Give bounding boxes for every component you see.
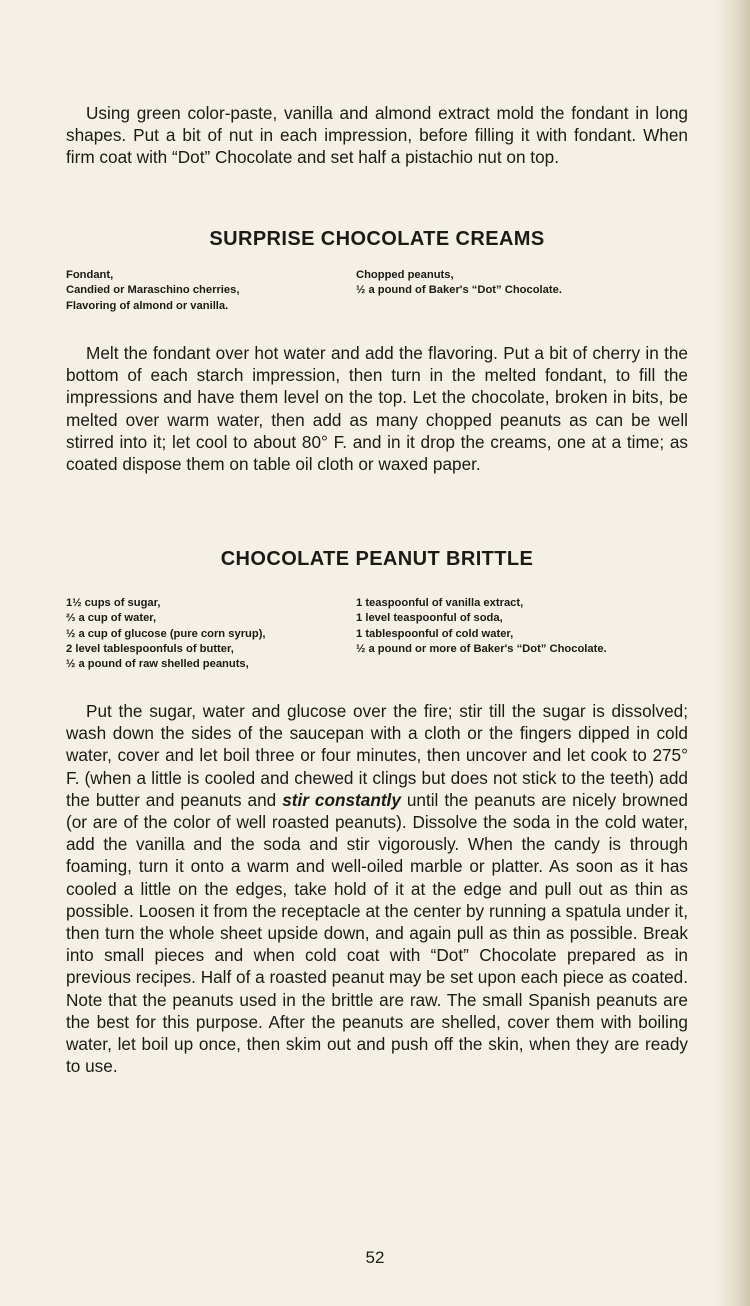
recipe2-method-part2: until the peanuts are nicely browned (or are of the color of well roasted peanuts). Dissolve the soda in the cold water, add the vanilla and the soda and stir vigorously. When the candy is through foaming, turn it onto a warm and well-oiled marble or platter. As soon as it has cooled a little on the edges, take hold of it at the edge and pull out as thin as possible. Loosen it from the receptacle at the center by running a spatula under it, then turn the whole sheet upside down, and again pull as thin as possible. Break into small pieces and when cold coat with “Dot” Chocolate prepared as in previous recipes. Half of a roasted peanut may be set upon each piece as coated. Note that the peanuts used in the brittle are raw. The small Spanish peanuts are the best for this purpose. After the peanuts are shelled, cover them with boiling water, let boil up once, then skim out and push off the skin, when they are ready to use. bbox=[66, 789, 688, 1077]
ingredient-item: ⅔ a cup of water, bbox=[66, 612, 157, 625]
ingredient-item: 1 tablespoonful of cold water, bbox=[356, 627, 514, 640]
ingredient-item: 1½ cups of sugar, bbox=[66, 597, 161, 609]
recipe1-title-wrap bbox=[66, 228, 688, 251]
ingredient-item: 1 level teaspoonful of soda, bbox=[356, 612, 503, 625]
recipe2-ingredients-left bbox=[66, 596, 356, 672]
recipe1-method-section bbox=[66, 342, 688, 475]
ingredient-item: Flavoring of almond or vanilla. bbox=[66, 299, 229, 312]
recipe2-title: CHOCOLATE PEANUT BRITTLE bbox=[220, 548, 534, 570]
intro-paragraph: Using green color-paste, vanilla and almond extract mold the fondant in long shapes. Put a bit of nut in each impression, before filling it with fondant. When firm coat with “Dot” Chocolate and set half a pistachio nut on top. bbox=[66, 103, 688, 168]
page-number: 52 bbox=[365, 1248, 385, 1267]
recipe1-title: SURPRISE CHOCOLATE CREAMS bbox=[209, 228, 545, 250]
recipe1-ingredients-left bbox=[66, 268, 356, 314]
ingredient-item: 1 teaspoonful of vanilla extract, bbox=[356, 597, 524, 609]
recipe2-method-part1: Put the sugar, water and glucose over the fire; stir till the sugar is dissolved; wash down the sides of the saucepan with a cloth or the fingers dipped in cold water, cover and let boil three or four minutes, then uncover and let cook to 275° F. (when a little is cooled and chewed it clings but does not stick to the teeth) add the butter and peanuts and bbox=[66, 701, 688, 810]
ingredient-item: Candied or Maraschino cherries, bbox=[66, 284, 240, 297]
recipe2-method-emphasis: stir constantly bbox=[282, 789, 401, 810]
recipe2-title-wrap bbox=[66, 548, 688, 571]
ingredient-item: ½ a pound of Baker's “Dot” Chocolate. bbox=[356, 284, 562, 297]
ingredient-item: ½ a pound of raw shelled peanuts, bbox=[66, 658, 249, 671]
ingredient-item: Chopped peanuts, bbox=[356, 269, 454, 281]
recipe1-ingredients bbox=[66, 268, 688, 314]
recipe1-method: Melt the fondant over hot water and add the flavoring. Put a bit of cherry in the bottom of each starch impression, then turn in the melted fondant, to fill the impressions and have them level on the top. Let the chocolate, broken in bits, be melted over warm water, then add as many chopped peanuts as can be well stirred into it; let cool to about 80° F. and in it drop the creams, one at a time; as coated dispose them on table oil cloth or waxed paper. bbox=[66, 343, 688, 475]
ingredient-item: ½ a cup of glucose (pure corn syrup), bbox=[66, 627, 266, 640]
recipe1-ingredients-right bbox=[356, 268, 688, 314]
ingredient-item: Fondant, bbox=[66, 269, 114, 281]
recipe2-method bbox=[66, 700, 688, 1077]
intro-section bbox=[66, 102, 688, 169]
recipe2-ingredients bbox=[66, 596, 688, 672]
recipe2-ingredients-right bbox=[356, 596, 688, 672]
recipe2-method-section bbox=[66, 700, 688, 1077]
ingredient-item: 2 level tablespoonfuls of butter, bbox=[66, 642, 234, 655]
ingredient-item: ½ a pound or more of Baker's “Dot” Chocolate. bbox=[356, 642, 607, 655]
